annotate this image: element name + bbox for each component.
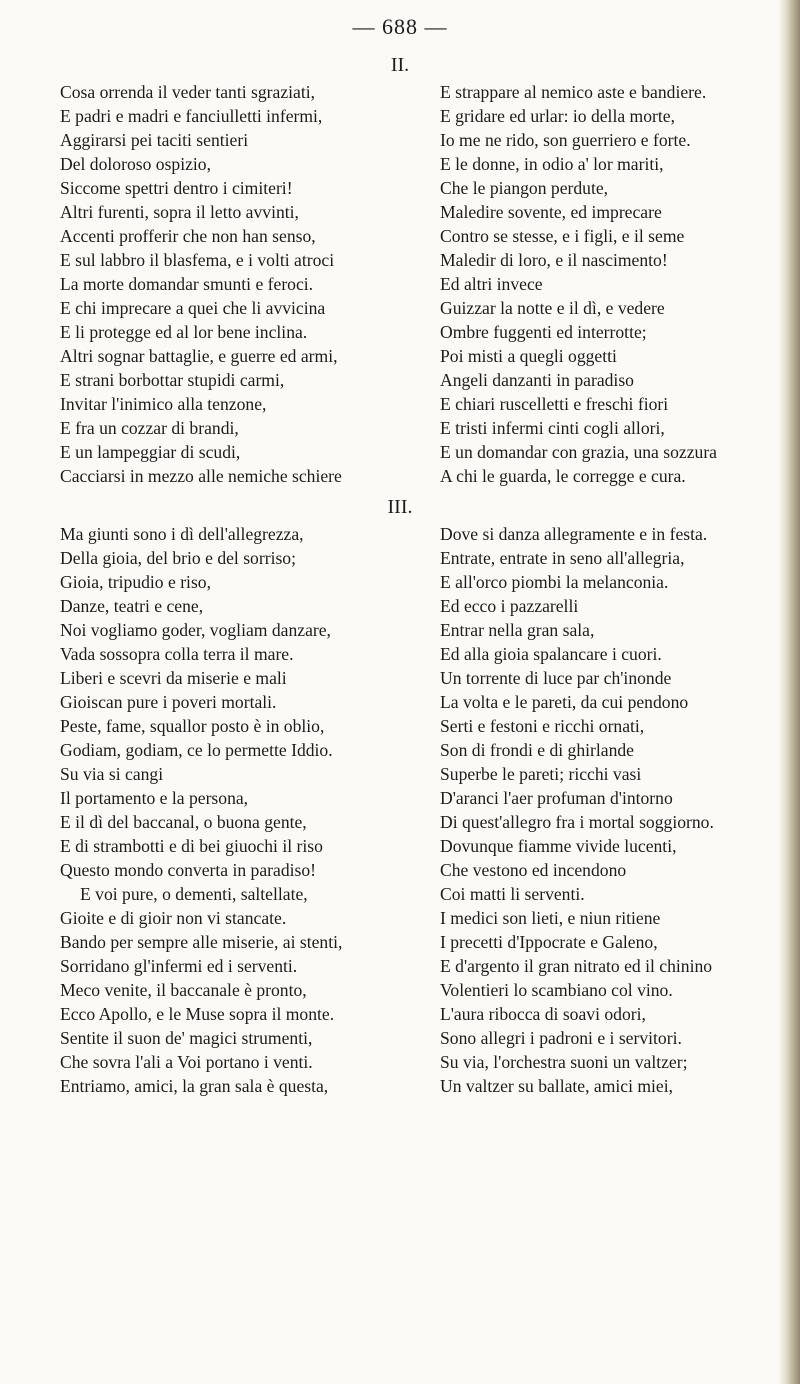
poem-line: Su via, l'orchestra suoni un valtzer; [440, 1052, 688, 1072]
poem-line: Dove si danza allegramente e in festa. [440, 524, 708, 544]
poem-line: Aggirarsi pei taciti sentieri [60, 130, 249, 150]
poem-line: I medici son lieti, e niun ritiene [440, 908, 661, 928]
poem-line: Danze, teatri e cene, [60, 596, 204, 616]
poem-line: Godiam, godiam, ce lo permette Iddio. [60, 740, 333, 760]
poem-line: Peste, fame, squallor posto è in oblio, [60, 716, 325, 736]
poem-line: Io me ne rido, son guerriero e forte. [440, 130, 691, 150]
poem-line: E voi pure, o dementi, saltellate, [80, 884, 308, 904]
poem-line: E padri e madri e fanciulletti infermi, [60, 106, 323, 126]
poem-line: Volentieri lo scambiano col vino. [440, 980, 673, 1000]
poem-line: Vada sossopra colla terra il mare. [60, 644, 294, 664]
poem-line: Superbe le pareti; ricchi vasi [440, 764, 642, 784]
section-numeral-3: III. [387, 496, 413, 518]
poem-line: E strani borbottar stupidi carmi, [60, 370, 285, 390]
poem-line: Angeli danzanti in paradiso [440, 370, 634, 390]
section-2-left-column [60, 80, 420, 488]
poem-line: E tristi infermi cinti cogli allori, [440, 418, 665, 438]
poem-line: E sul labbro il blasfema, e i volti atroci [60, 250, 335, 270]
poem-line: Siccome spettri dentro i cimiteri! [60, 178, 293, 198]
poem-line: L'aura ribocca di soavi odori, [440, 1004, 646, 1024]
poem-line: E chiari ruscelletti e freschi fiori [440, 394, 669, 414]
poem-line: E strappare al nemico aste e bandiere. [440, 82, 707, 102]
poem-line: Ecco Apollo, e le Muse sopra il monte. [60, 1004, 335, 1024]
section-3-left-column [60, 522, 420, 1098]
poem-line: E fra un cozzar di brandi, [60, 418, 239, 438]
poem-line: E un domandar con grazia, una sozzura [440, 442, 717, 462]
poem-line: Sono allegri i padroni e i servitori. [440, 1028, 682, 1048]
poem-line: Gioia, tripudio e riso, [60, 572, 211, 592]
poem-line: Maledir di loro, e il nascimento! [440, 250, 668, 270]
poem-line: Il portamento e la persona, [60, 788, 249, 808]
poem-line: La morte domandar smunti e feroci. [60, 274, 314, 294]
poem-line: Che sovra l'ali a Voi portano i venti. [60, 1052, 313, 1072]
poem-line: Sorridano gl'infermi ed i serventi. [60, 956, 298, 976]
poem-line: Ed ecco i pazzarelli [440, 596, 579, 616]
poem-line: D'aranci l'aer profuman d'intorno [440, 788, 673, 808]
poem-line: E le donne, in odio a' lor mariti, [440, 154, 664, 174]
poem-line: Ed altri invece [440, 274, 543, 294]
poem-line: E li protegge ed al lor bene inclina. [60, 322, 308, 342]
poem-line: E gridare ed urlar: io della morte, [440, 106, 675, 126]
poem-line: Guizzar la notte e il dì, e vedere [440, 298, 665, 318]
poem-line: Contro se stesse, e i figli, e il seme [440, 226, 685, 246]
page-edge [778, 0, 800, 1384]
poem-line: Del doloroso ospizio, [60, 154, 211, 174]
poem-line: Altri sognar battaglie, e guerre ed armi, [60, 346, 338, 366]
poem-line: Cacciarsi in mezzo alle nemiche schiere [60, 466, 342, 486]
poem-line: Liberi e scevri da miserie e mali [60, 668, 287, 688]
section-3-right-column [440, 522, 780, 1098]
poem-line: E di strambotti e di bei giuochi il riso [60, 836, 323, 856]
poem-line: Ed alla gioia spalancare i cuori. [440, 644, 662, 664]
poem-line: Invitar l'inimico alla tenzone, [60, 394, 267, 414]
poem-line: Un torrente di luce par ch'inonde [440, 668, 672, 688]
poem-line: Coi matti li serventi. [440, 884, 585, 904]
poem-line: E il dì del baccanal, o buona gente, [60, 812, 307, 832]
poem-line: La volta e le pareti, da cui pendono [440, 692, 689, 712]
poem-line: Questo mondo converta in paradiso! [60, 860, 317, 880]
poem-line: Altri furenti, sopra il letto avvinti, [60, 202, 299, 222]
poem-line: Sentite il suon de' magici strumenti, [60, 1028, 313, 1048]
poem-line: Maledire sovente, ed imprecare [440, 202, 662, 222]
poem-line: E d'argento il gran nitrato ed il chinino [440, 956, 713, 976]
section-2-right-column [440, 80, 780, 488]
poem-line: Accenti profferir che non han senso, [60, 226, 316, 246]
poem-line: Poi misti a quegli oggetti [440, 346, 617, 366]
poem-line: Che le piangon perdute, [440, 178, 609, 198]
poem-line: Gioiscan pure i poveri mortali. [60, 692, 277, 712]
poem-line: Noi vogliamo goder, vogliam danzare, [60, 620, 331, 640]
poem-line: Bando per sempre alle miserie, ai stenti, [60, 932, 343, 952]
poem-line: Di quest'allegro fra i mortal soggiorno. [440, 812, 714, 832]
poem-line: Serti e festoni e ricchi ornati, [440, 716, 645, 736]
poem-line: Gioite e di gioir non vi stancate. [60, 908, 287, 928]
poem-line: Ombre fuggenti ed interrotte; [440, 322, 647, 342]
poem-line: Su via si cangi [60, 764, 164, 784]
poem-line: Un valtzer su ballate, amici miei, [440, 1076, 674, 1096]
poem-line: Son di frondi e di ghirlande [440, 740, 634, 760]
poem-line: Entriamo, amici, la gran sala è questa, [60, 1076, 329, 1096]
poem-line: Della gioia, del brio e del sorriso; [60, 548, 296, 568]
poem-line: E all'orco piombi la melanconia. [440, 572, 669, 592]
poem-line: Entrate, entrate in seno all'allegria, [440, 548, 685, 568]
section-numeral-2: II. [390, 54, 410, 76]
page-number: — 688 — [352, 14, 448, 39]
poem-line: I precetti d'Ippocrate e Galeno, [440, 932, 658, 952]
poem-line: Ma giunti sono i dì dell'allegrezza, [60, 524, 304, 544]
poem-line: Entrar nella gran sala, [440, 620, 595, 640]
poem-line: Dovunque fiamme vivide lucenti, [440, 836, 677, 856]
poem-line: Cosa orrenda il veder tanti sgraziati, [60, 82, 316, 102]
poem-line: E chi imprecare a quei che li avvicina [60, 298, 326, 318]
poem-line: A chi le guarda, le corregge e cura. [440, 466, 686, 486]
poem-line: E un lampeggiar di scudi, [60, 442, 241, 462]
poem-line: Che vestono ed incendono [440, 860, 627, 880]
poem-line: Meco venite, il baccanale è pronto, [60, 980, 307, 1000]
